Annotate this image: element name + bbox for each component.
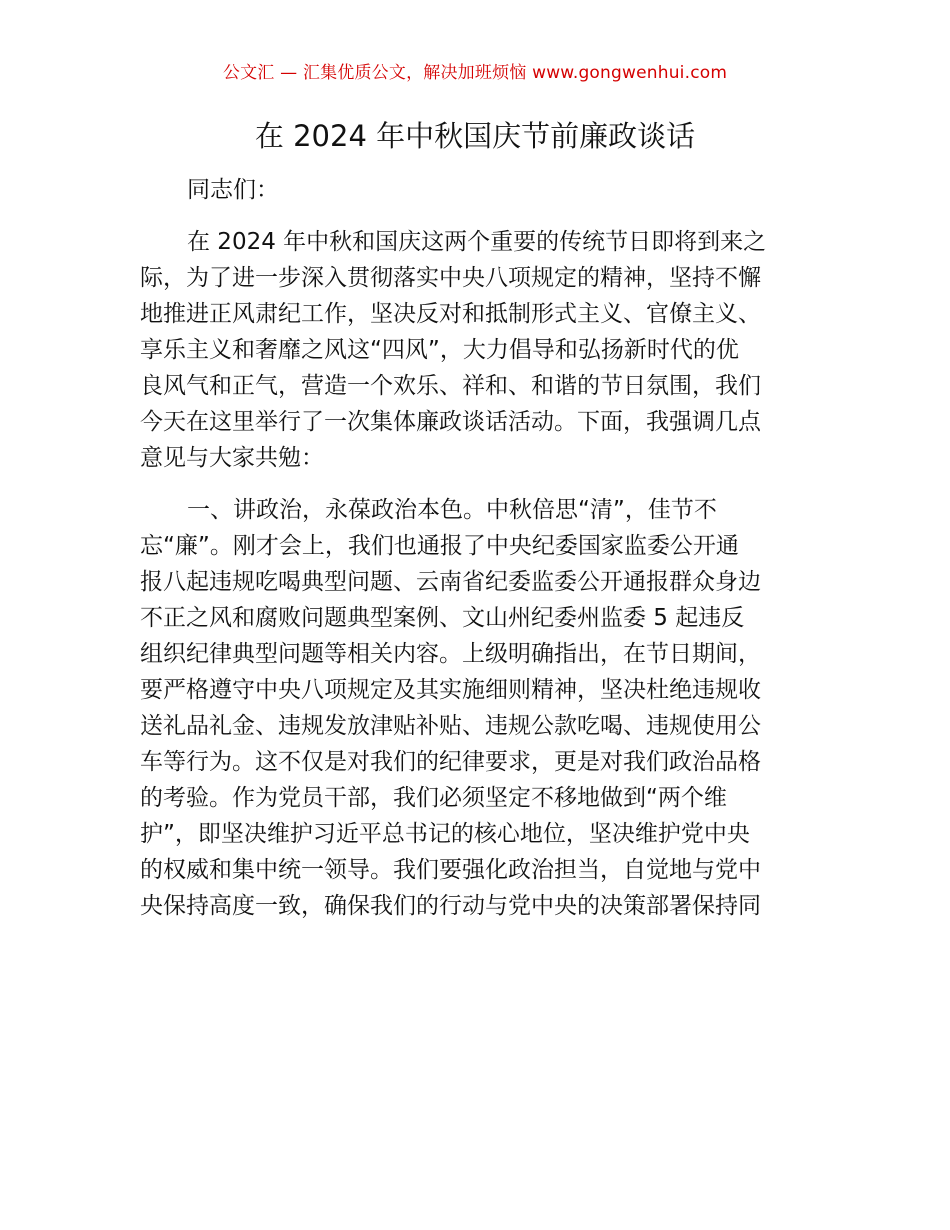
paragraph-line: 际，为了进一步深入贯彻落实中央八项规定的精神，坚持不懈 (140, 265, 761, 291)
paragraph-line: 今天在这里举行了一次集体廉政谈话活动。下面，我强调几点 (140, 409, 761, 435)
paragraph-line: 地推进正风肃纪工作，坚决反对和抵制形式主义、官僚主义、 (140, 301, 761, 327)
salutation: 同志们： (187, 177, 279, 203)
paragraph-line: 报八起违规吃喝典型问题、云南省纪委监委公开通报群众身边 (140, 569, 761, 595)
paragraph-line: 良风气和正气，营造一个欢乐、祥和、和谐的节日氛围，我们 (140, 373, 761, 399)
paragraph-line: 享乐主义和奢靡之风这“四风”，大力倡导和弘扬新时代的优 (140, 337, 739, 363)
paragraph-section-one (140, 492, 812, 924)
paragraph-line: 不正之风和腐败问题典型案例、文山州纪委州监委 5 起违反 (140, 605, 745, 631)
paragraph-line: 的考验。作为党员干部，我们必须坚定不移地做到“两个维 (140, 785, 727, 811)
paragraph-line: 一、讲政治，永葆政治本色。中秋倍思“清”，佳节不 (187, 497, 717, 523)
paragraph-line: 组织纪律典型问题等相关内容。上级明确指出，在节日期间， (140, 641, 761, 667)
paragraph-line: 忘“廉”。刚才会上，我们也通报了中央纪委国家监委公开通 (140, 533, 739, 559)
paragraph-line: 要严格遵守中央八项规定及其实施细则精神，坚决杜绝违规收 (140, 677, 761, 703)
paragraph-line: 护”，即坚决维护习近平总书记的核心地位，坚决维护党中央 (140, 821, 750, 847)
paragraph-intro (140, 224, 812, 476)
paragraph-line: 的权威和集中统一领导。我们要强化政治担当，自觉地与党中 (140, 857, 761, 883)
site-banner: 公文汇 — 汇集优质公文，解决加班烦恼 www.gongwenhui.com (222, 63, 728, 83)
paragraph-line: 央保持高度一致，确保我们的行动与党中央的决策部署保持同 (140, 893, 761, 919)
paragraph-line: 在 2024 年中秋和国庆这两个重要的传统节日即将到来之 (187, 229, 767, 255)
document-title: 在 2024 年中秋国庆节前廉政谈话 (254, 119, 696, 153)
paragraph-line: 车等行为。这不仅是对我们的纪律要求，更是对我们政治品格 (140, 749, 761, 775)
paragraph-line: 送礼品礼金、违规发放津贴补贴、违规公款吃喝、违规使用公 (140, 713, 761, 739)
paragraph-line: 意见与大家共勉： (140, 445, 324, 471)
document-body (140, 168, 812, 924)
